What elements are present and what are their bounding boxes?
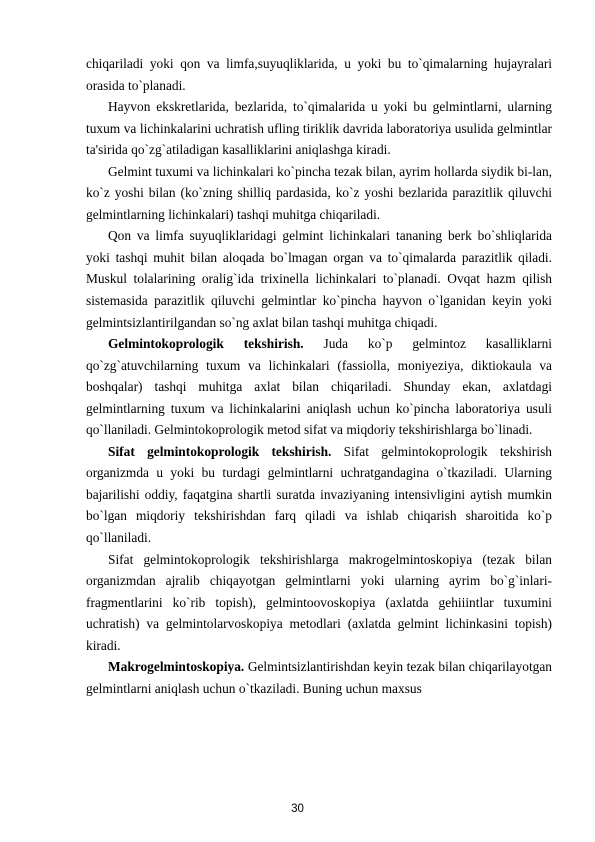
paragraph-5-text: Juda ko`p gelmintoz kasalliklarni qo`zg`atuvchilarning tuxum va lichinkalari (fassiolla, moniyeziya, diktiokaula va boshqalar) tashqi muhitga axlat bilan chiqariladi. Shunday ekan, axlatdagi gelmintlarning tuxum va lichinkalarini aniqlash uchun ko`pincha laboratoriya usuli qo`llaniladi. Gelmintokoprologik metod sifat va miqdoriy tekshirishlarga bo`linadi. xyxy=(86,336,552,438)
paragraph-7 xyxy=(86,549,552,657)
paragraph-8 xyxy=(86,656,552,699)
section-heading-makrogelmintoskopiya: Makrogelmintoskopiya. xyxy=(108,659,245,675)
section-heading-gelmintokoprologik: Gelmintokoprologik tekshirish. xyxy=(108,336,304,352)
paragraph-3-text: Gelmint tuxumi va lichinkalari ko`pincha tezak bilan, ayrim hollarda siydik bi-lan, ko`z yoshi bilan (ko`zning shilliq pardasida, ko`z yoshi bezlarida parazitlik qiluvchi gelmintlarning lichinkalari) tashqi muhitga chiqariladi. xyxy=(86,163,552,222)
paragraph-7-text: Sifat gelmintokoprologik tekshirishlarga makrogelmintoskopiya (tezak bilan organizmdan ajralib chiqayotgan gelmintlarni yoki ularning ayrim bo`g`inlari-fragmentlarini ko`rib topish), gelmintoovoskopiya (axlatda gehiiintlar tuxumini uchratish) va gelmintolarvoskopiya metodlari (axlatda gelmint lichinkasini topish) kiradi. xyxy=(86,551,552,653)
paragraph-2 xyxy=(86,96,552,161)
page-number: 30 xyxy=(291,803,304,815)
section-heading-sifat: Sifat gelmintokoprologik tekshirish. xyxy=(108,443,332,459)
paragraph-6-text: Sifat gelmintokoprologik tekshirish organizmda u yoki bu turdagi gelmintlarni uchratgandagina o`tkaziladi. Ularning bajarilishi oddiy, faqatgina shartli suratda invaziyaning intensivligini aytish mumkin bo`lgan miqdoriy tekshirishdan farq qiladi va ishlab chiqarish sharoitida ko`p qo`llaniladi. xyxy=(86,443,552,546)
document-page xyxy=(86,53,552,699)
paragraph-4-text: Qon va limfa suyuqliklaridagi gelmint lichinkalari tananing berk bo`shliqlarida yoki tashqi muhit bilan aloqada bo`lmagan organ va to`qimalarda parazitlik qiladi. Muskul tolalarining oralig`ida trixinella lichinkalari to`planadi. Ovqat hazm qilish sistemasida parazitlik qiluvchi gelmintlar ko`pincha hayvon o`lganidan keyin yoki gelmintsizlantirilgandan so`ng axlat bilan tashqi muhitga chiqadi. xyxy=(86,228,552,330)
paragraph-3 xyxy=(86,161,552,226)
paragraph-8-text: Gelmintsizlantirishdan keyin tezak bilan chiqarilayotgan gelmintlarni aniqlash uchun o`tkaziladi. Buning uchun maxsus xyxy=(86,659,552,696)
paragraph-6 xyxy=(86,441,552,549)
paragraph-1 xyxy=(86,53,552,96)
paragraph-4 xyxy=(86,225,552,333)
paragraph-2-text: Hayvon ekskretlarida, bezlarida, to`qimalarida u yoki bu gelmintlarni, ularning tuxum va lichinkalarini uchratish ufling tiriklik davrida laboratoriya usulida gelmintlar ta'sirida qo`zg`atiladigan kasalliklarini aniqlashga kiradi. xyxy=(86,99,552,158)
paragraph-5 xyxy=(86,333,552,441)
paragraph-1-text: chiqariladi yoki qon va limfa,suyuqliklarida, u yoki bu to`qimalarning hujayralari orasida to`planadi. xyxy=(86,56,552,93)
